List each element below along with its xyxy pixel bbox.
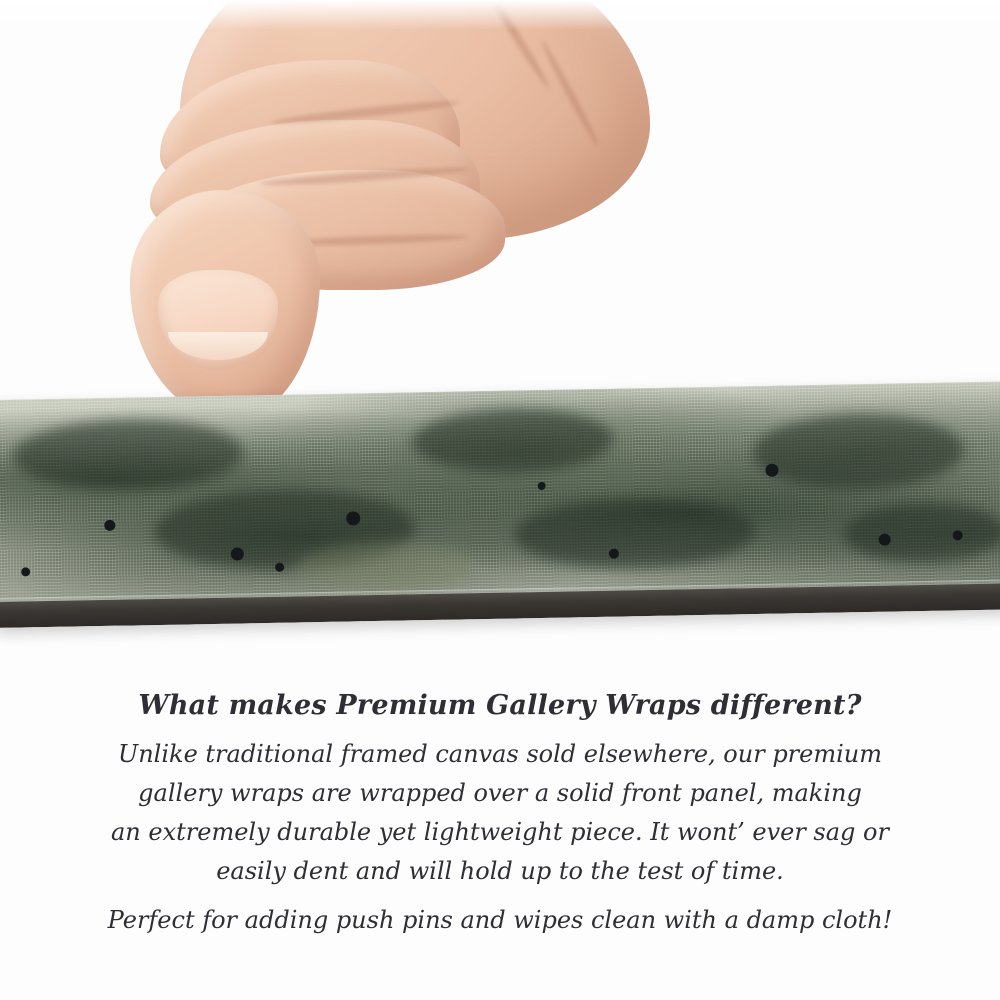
caption-line: gallery wraps are wrapped over a solid front panel, making — [138, 779, 862, 808]
canvas-speck — [609, 549, 619, 559]
canvas-wrap-edge — [0, 381, 1000, 628]
caption-block — [0, 690, 1000, 941]
caption-line: easily dent and will hold up to the test of time. — [216, 857, 784, 886]
photo-top-fade — [0, 0, 1000, 30]
canvas-speck — [275, 563, 284, 572]
hand-illustration — [120, 0, 680, 420]
caption-line: an extremely durable yet lightweight piece. It wont’ ever sag or — [111, 818, 889, 847]
caption-final-line: Perfect for adding push pins and wipes clean with a damp cloth! — [107, 906, 893, 935]
caption-line: Unlike traditional framed canvas sold elsewhere, our premium — [117, 740, 882, 768]
caption-title: What makes Premium Gallery Wraps different? — [138, 690, 862, 721]
caption-body — [0, 735, 1000, 891]
